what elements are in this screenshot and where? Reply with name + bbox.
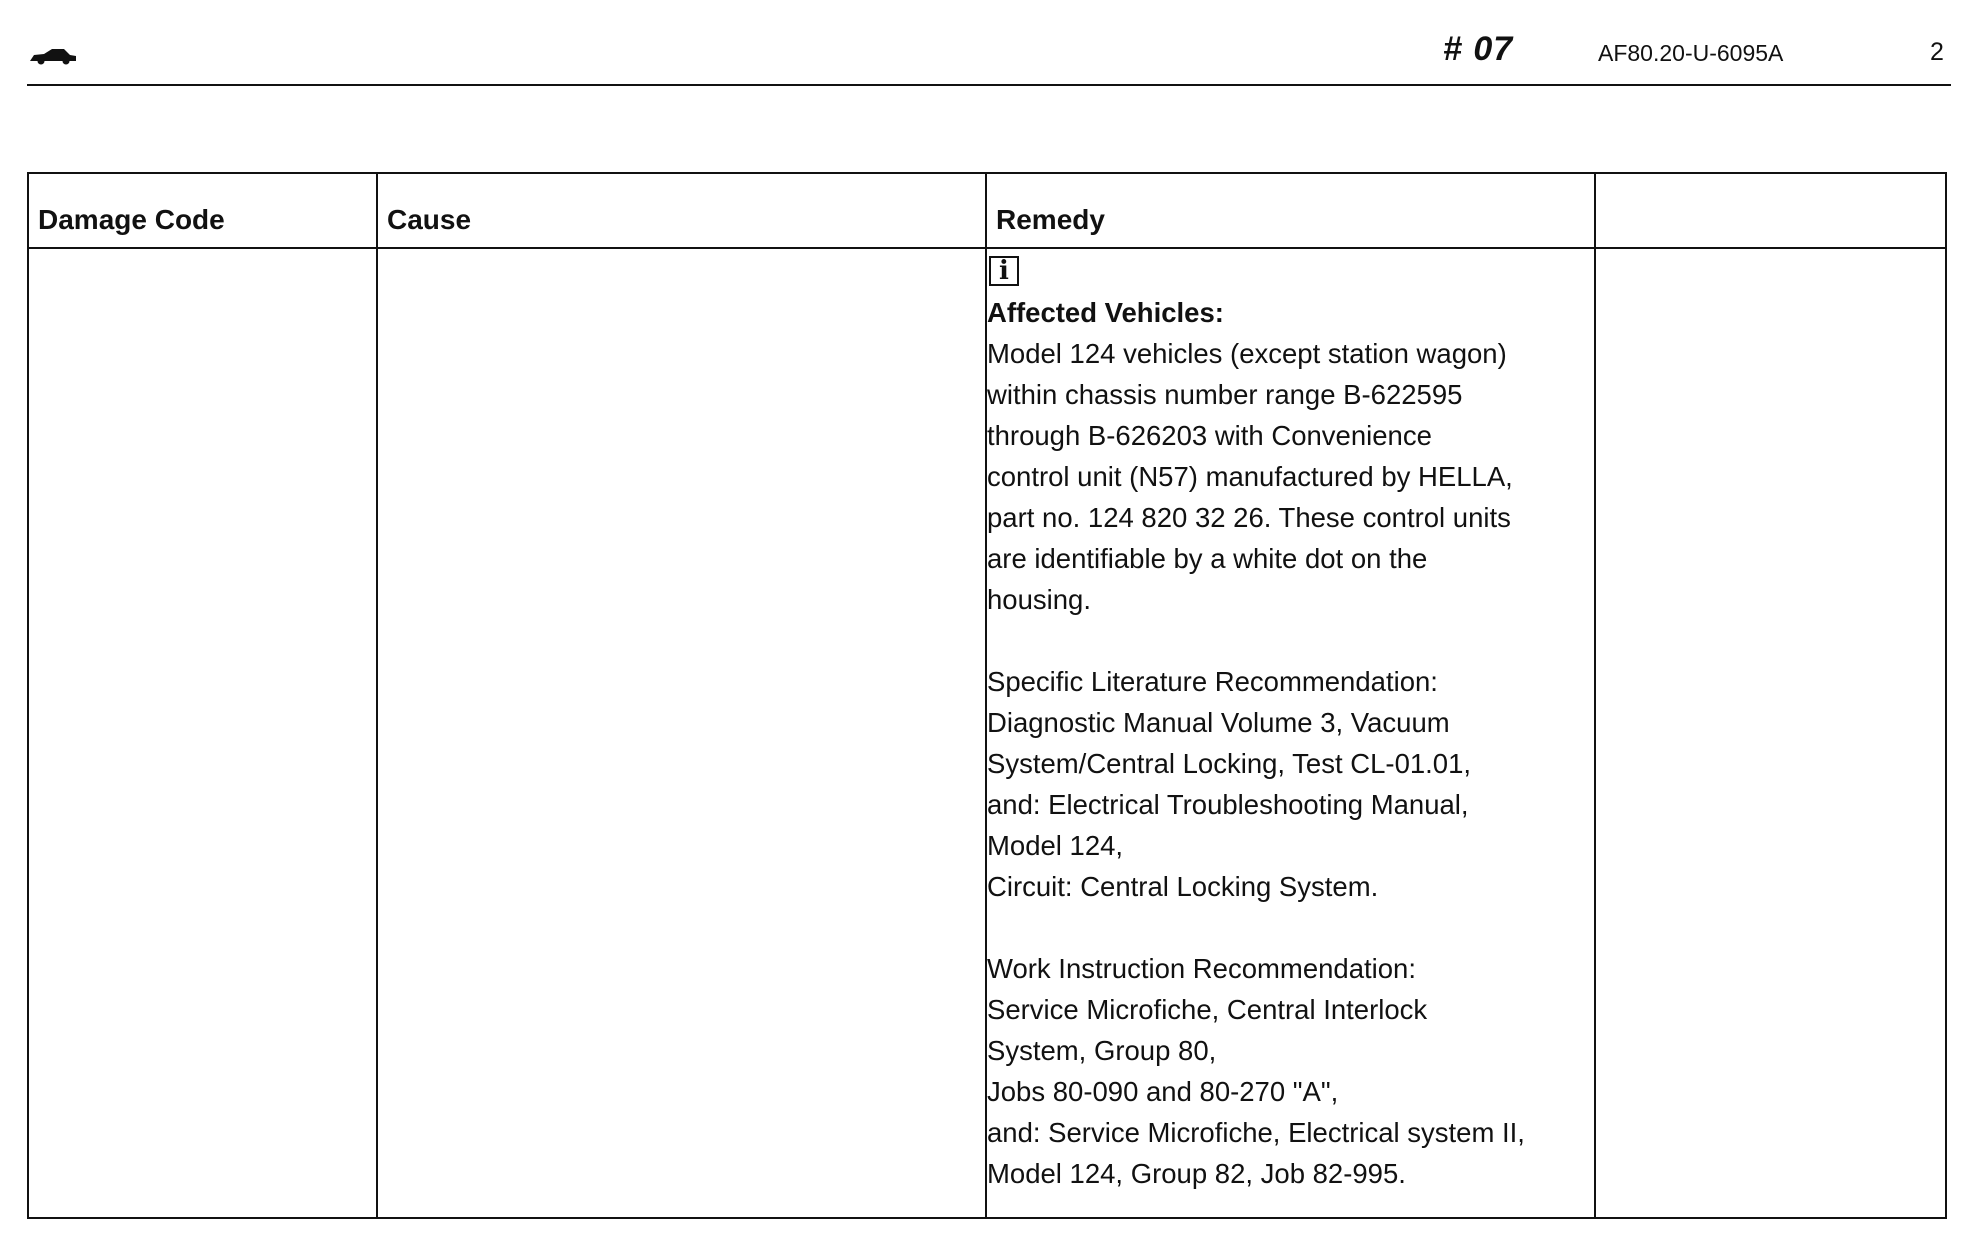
column-header-cause: Cause (377, 174, 986, 248)
column-header-damage-code: Damage Code (29, 174, 377, 248)
paragraph-gap (987, 620, 1594, 661)
literature-line: Diagnostic Manual Volume 3, Vacuum (987, 707, 1450, 738)
column-header-blank (1595, 174, 1945, 248)
affected-line: control unit (N57) manufactured by HELLA, (987, 461, 1513, 492)
info-icon: i (989, 256, 1019, 286)
work-line: Service Microfiche, Central Interlock (987, 994, 1428, 1025)
literature-line: Circuit: Central Locking System. (987, 871, 1379, 902)
literature-line: Model 124, (987, 830, 1124, 861)
work-line: System, Group 80, (987, 1035, 1217, 1066)
bulletin-number: # 07 (1443, 30, 1514, 68)
work-line: Jobs 80-090 and 80-270 "A", (987, 1076, 1339, 1107)
work-line: and: Service Microfiche, Electrical system II, (987, 1117, 1525, 1148)
literature-line: Specific Literature Recommendation: (987, 666, 1438, 697)
column-header-remedy: Remedy (986, 174, 1595, 248)
literature-line: System/Central Locking, Test CL-01.01, (987, 748, 1472, 779)
remedy-cell (986, 248, 1595, 1217)
affected-vehicles-block (987, 292, 1594, 620)
affected-line: part no. 124 820 32 26. These control units (987, 502, 1511, 533)
document-id: AF80.20-U-6095A (1598, 40, 1784, 66)
page-header (0, 0, 1968, 90)
literature-block (987, 661, 1594, 907)
page-number: 2 (1930, 38, 1944, 66)
affected-line: through B-626203 with Convenience (987, 420, 1432, 451)
affected-line: Model 124 vehicles (except station wagon) (987, 338, 1507, 369)
damage-code-cell (29, 248, 377, 1217)
affected-line: are identifiable by a white dot on the (987, 543, 1428, 574)
cause-cell (377, 248, 986, 1217)
car-icon (28, 46, 78, 66)
affected-line: within chassis number range B-622595 (987, 379, 1463, 410)
work-line: Model 124, Group 82, Job 82-995. (987, 1158, 1406, 1189)
notes-cell (1595, 248, 1945, 1217)
paragraph-gap (987, 907, 1594, 948)
table-header-row (29, 174, 1945, 248)
affected-vehicles-heading: Affected Vehicles: (987, 297, 1224, 328)
header-rule (27, 84, 1951, 86)
work-instruction-block (987, 948, 1594, 1194)
affected-line: housing. (987, 584, 1091, 615)
literature-line: and: Electrical Troubleshooting Manual, (987, 789, 1469, 820)
work-line: Work Instruction Recommendation: (987, 953, 1416, 984)
damage-table (27, 172, 1947, 1219)
table-row (29, 248, 1945, 1217)
